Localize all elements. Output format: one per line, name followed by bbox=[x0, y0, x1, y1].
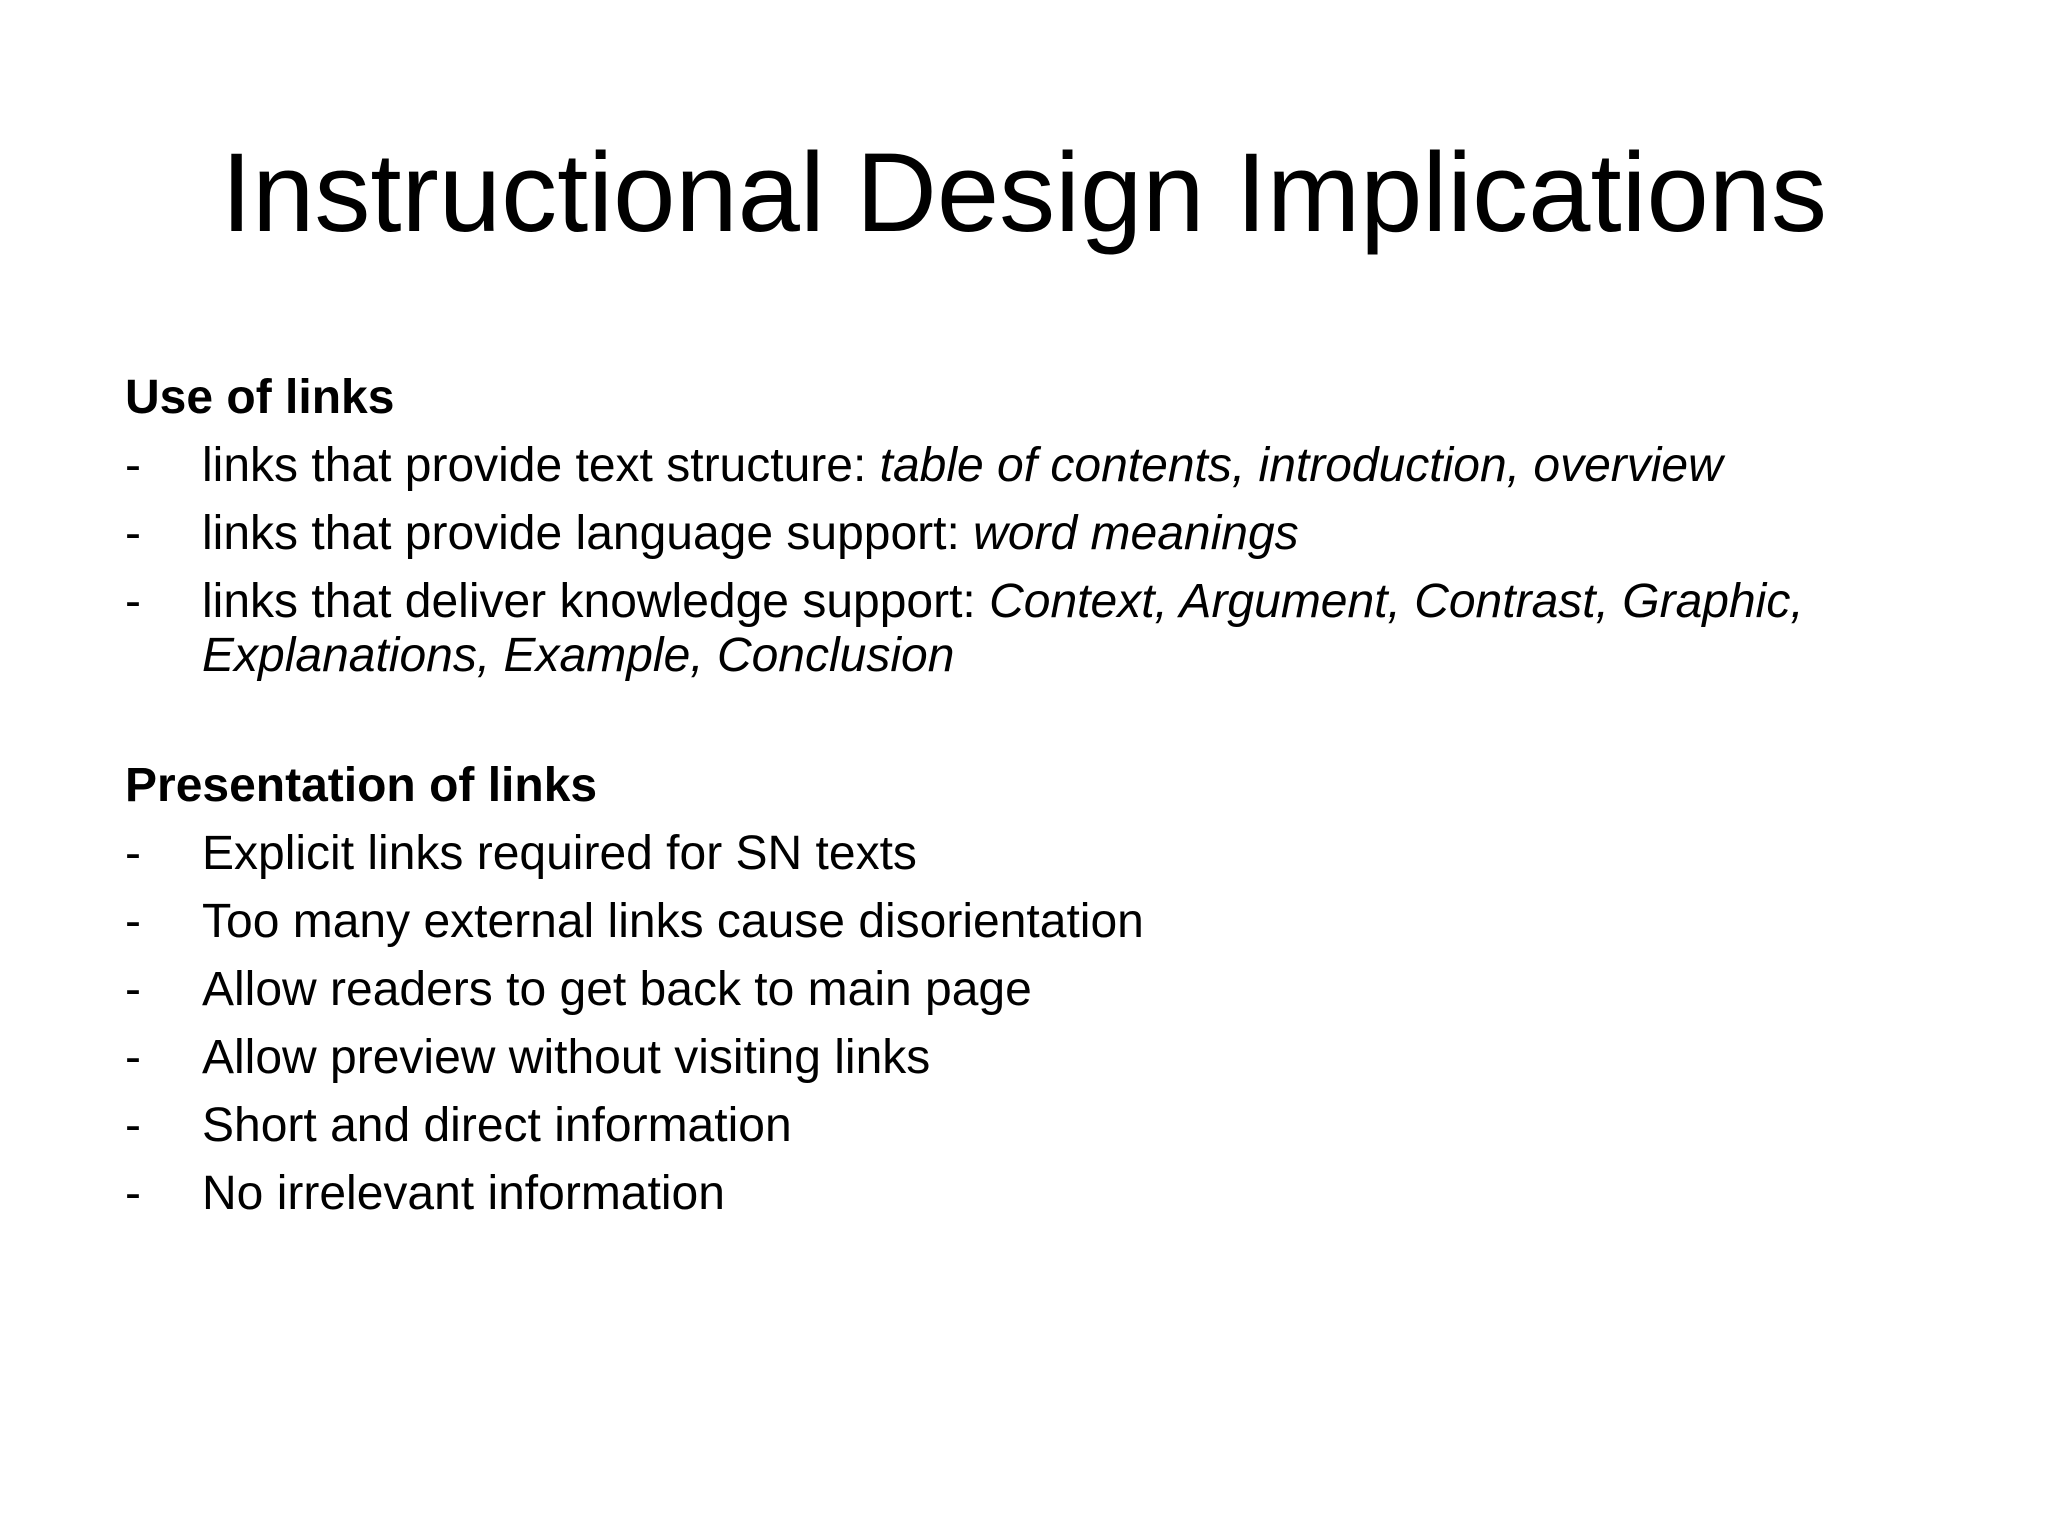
dash-bullet: - bbox=[125, 1031, 141, 1084]
item-text: links that deliver knowledge support: bbox=[202, 575, 990, 628]
slide-body bbox=[125, 364, 2005, 1228]
dash-bullet: - bbox=[125, 439, 141, 492]
dash-bullet: - bbox=[125, 1167, 141, 1220]
list-item bbox=[125, 1160, 2005, 1228]
list-item bbox=[125, 1092, 2005, 1160]
item-text: Allow readers to get back to main page bbox=[202, 963, 1032, 1016]
item-italic-text: Context, Argument, Contrast, Graphic, Explanations, Example, Conclusion bbox=[202, 575, 1804, 682]
section-heading: Presentation of links bbox=[125, 759, 598, 812]
slide-title: Instructional Design Implications bbox=[220, 130, 1828, 255]
list-item bbox=[125, 888, 2005, 956]
dash-bullet: - bbox=[125, 963, 141, 1016]
list-item bbox=[125, 568, 1887, 690]
item-italic-text: table of contents, introduction, overview bbox=[879, 439, 1723, 492]
dash-bullet: - bbox=[125, 827, 141, 880]
item-italic-text: word meanings bbox=[973, 507, 1299, 560]
item-text: Explicit links required for SN texts bbox=[202, 827, 917, 880]
item-text: links that provide text structure: bbox=[202, 439, 880, 492]
section-spacer bbox=[125, 690, 2005, 752]
section-use-of-links bbox=[125, 364, 2005, 690]
dash-bullet: - bbox=[125, 895, 141, 948]
list-item bbox=[125, 956, 2005, 1024]
section-heading: Use of links bbox=[125, 371, 395, 424]
item-text: No irrelevant information bbox=[202, 1167, 725, 1220]
list-item bbox=[125, 432, 2005, 500]
item-text: Allow preview without visiting links bbox=[202, 1031, 931, 1084]
item-text: links that provide language support: bbox=[202, 507, 974, 560]
item-text: Too many external links cause disorientation bbox=[202, 895, 1144, 948]
list-item bbox=[125, 500, 2005, 568]
list-item bbox=[125, 1024, 2005, 1092]
item-text: Short and direct information bbox=[202, 1099, 792, 1152]
dash-bullet: - bbox=[125, 1099, 141, 1152]
dash-bullet: - bbox=[125, 575, 141, 628]
section-presentation-of-links bbox=[125, 752, 2005, 1228]
dash-bullet: - bbox=[125, 507, 141, 560]
list-item bbox=[125, 820, 2005, 888]
